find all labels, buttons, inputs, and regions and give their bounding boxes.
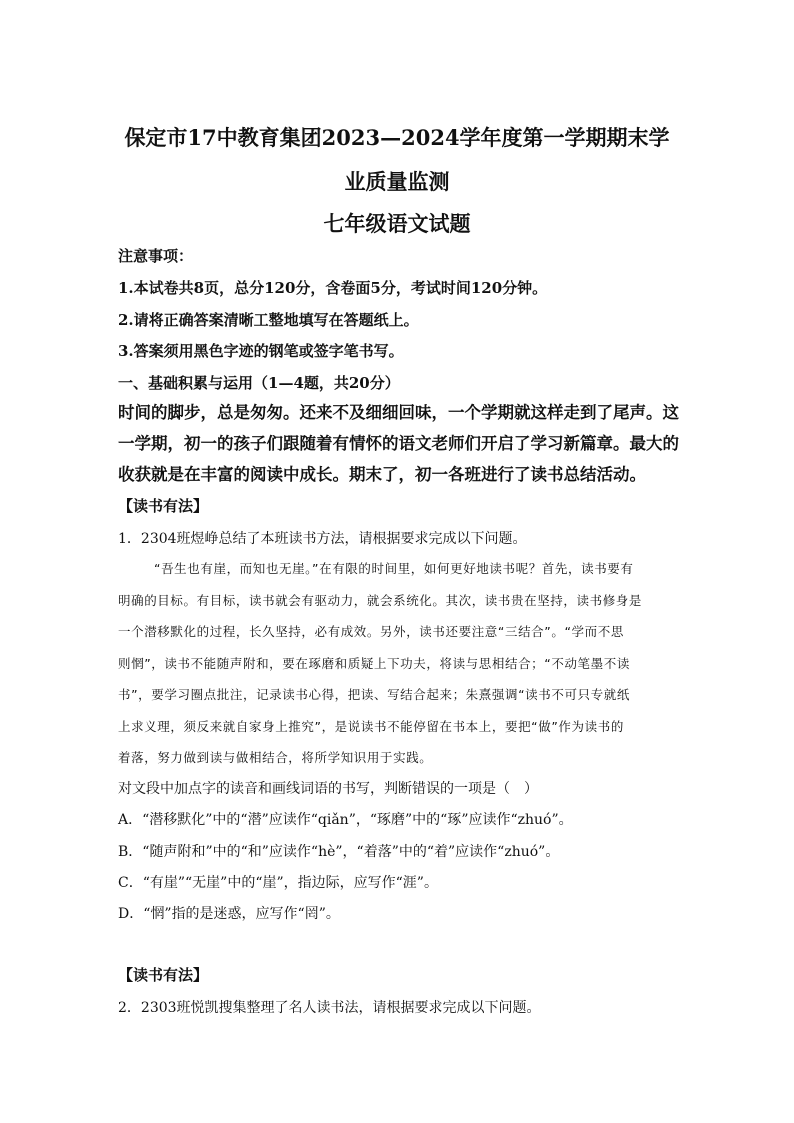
passage-line: 上求义理，须反来就自家身上推究”，是说读书不能停留在书本上，要把“做”作为读书的 (118, 719, 624, 734)
section-heading: 一、基础积累与运用（1—4题，共20分） (118, 374, 400, 392)
notice-heading: 注意事项： (118, 247, 194, 265)
exam-title-line-1: 保定市17中教育集团2023—2024学年度第一学期期末学 (124, 125, 670, 150)
option-b: B．“随声附和”中的“和”应读作“hè”，“着落”中的“着”应读作“zhuó”。 (118, 844, 560, 860)
option-a: A．“潜移默化”中的“潜”应读作“qiǎn”，“琢磨”中的“琢”应读作“zhuó”。 (118, 812, 573, 828)
intro-line: 收获就是在丰富的阅读中成长。期末了，初一各班进行了读书总结活动。 (118, 465, 646, 484)
intro-line: 一学期，初一的孩子们跟随着有情怀的语文老师们开启了学习新篇章。最大的 (118, 434, 679, 453)
passage-line: 则惘”，读书不能随声附和，要在琢磨和质疑上下功夫，将读与思相结合；“不动笔墨不读 (118, 656, 630, 671)
option-c: C．“有崖”“无崖”中的“崖”，指边际，应写作“涯”。 (118, 875, 438, 891)
notice-item: 2.请将正确答案清晰工整地填写在答题纸上。 (118, 311, 419, 329)
option-d: D．“惘”指的是迷惑，应写作“罔”。 (118, 906, 340, 922)
passage-line: 书”，要学习圈点批注，记录读书心得，把读、写结合起来；朱熹强调“读书不可只专就纸 (118, 687, 630, 702)
intro-line: 时间的脚步，总是匆匆。还来不及细细回味，一个学期就这样走到了尾声。这 (118, 403, 679, 422)
block-tag: 【读书有法】 (118, 966, 209, 984)
question-2-stem: 2．2303班悦凯搜集整理了名人读书法，请根据要求完成以下问题。 (118, 1000, 541, 1016)
passage-line: “吾生也有崖，而知也无崖。”在有限的时间里，如何更好地读书呢？首先，读书要有 (154, 561, 634, 576)
passage-line: 一个潜移默化的过程，长久坚持，必有成效。另外，读书还要注意“三结合”。“学而不思 (118, 624, 624, 639)
question-1-prompt: 对文段中加点字的读音和画线词语的书写，判断错误的一项是（ ） (118, 781, 538, 797)
passage-line: 明确的目标。有目标，读书就会有驱动力，就会系统化。其次，读书贵在坚持，读书修身是 (118, 593, 643, 608)
question-1-stem: 1．2304班煜峥总结了本班读书方法，请根据要求完成以下问题。 (118, 531, 527, 547)
exam-title-line-2: 业质量监测 (344, 169, 450, 194)
notice-item: 3.答案须用黑色字迹的钢笔或签字笔书写。 (118, 342, 404, 360)
exam-subtitle: 七年级语文试题 (323, 211, 471, 236)
notice-item: 1.本试卷共8页，总分120分，含卷面5分，考试时间120分钟。 (118, 279, 548, 297)
block-tag: 【读书有法】 (118, 497, 209, 515)
passage-line: 着落，努力做到读与做相结合，将所学知识用于实践。 (118, 750, 433, 765)
